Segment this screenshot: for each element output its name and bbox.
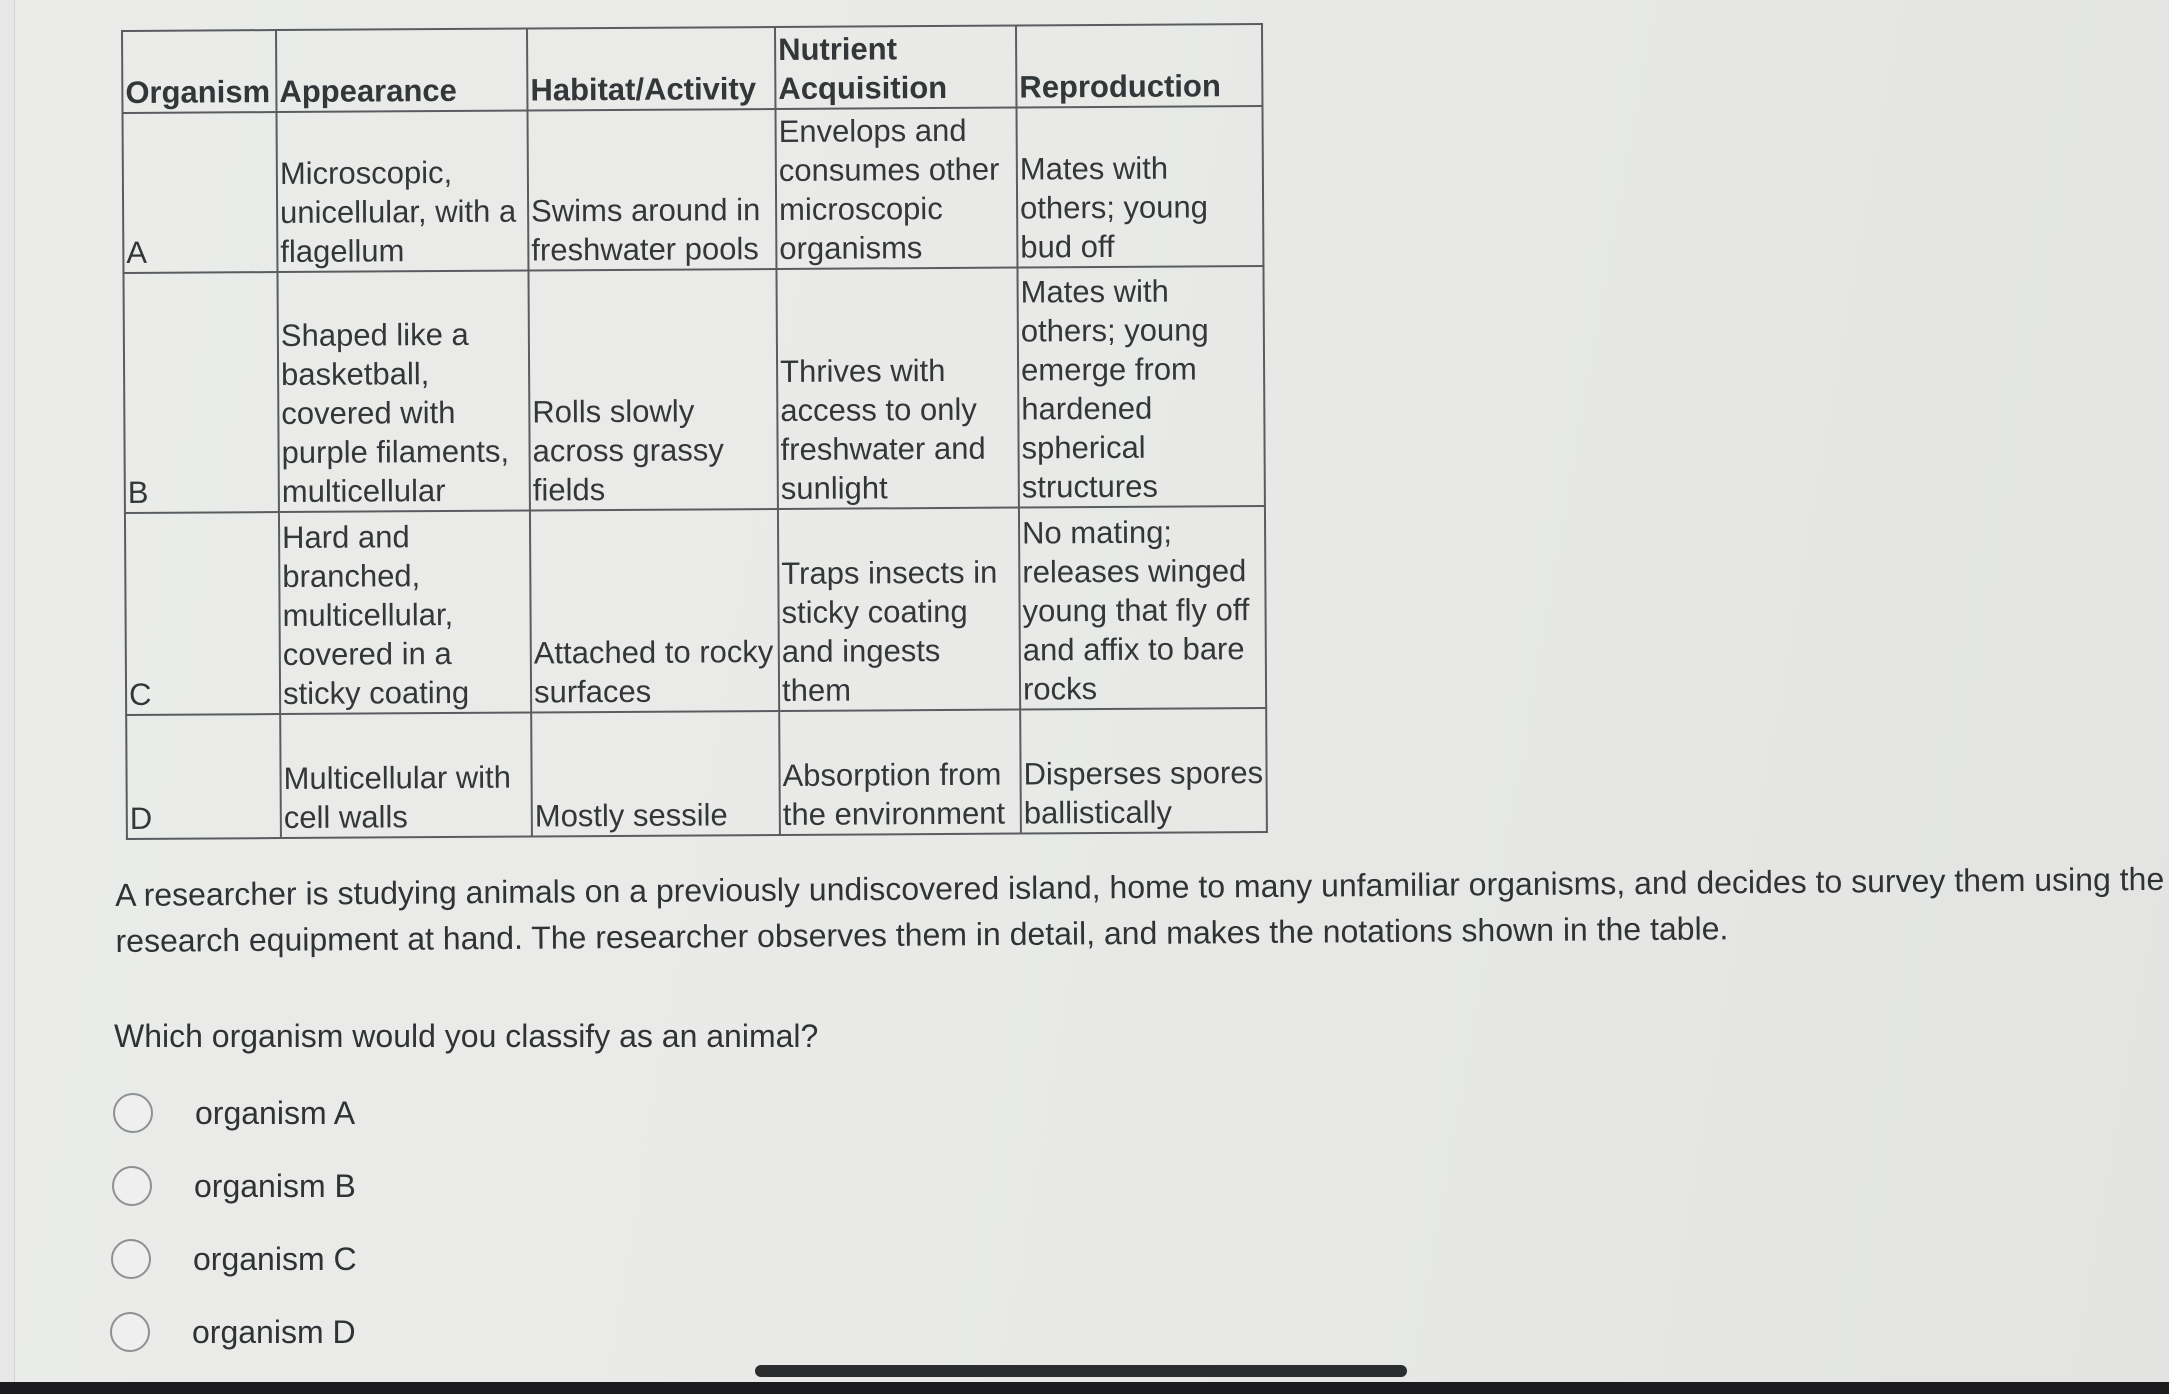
header-organism: Organism (122, 30, 276, 113)
habitat-cell: Rolls slowly across grassy fields (528, 269, 777, 511)
appearance-cell: Shaped like a basketball, covered with purple filaments, multicellular (277, 271, 529, 513)
organism-id-cell: D (126, 714, 281, 839)
radio-button[interactable] (113, 1093, 153, 1133)
organism-table-container (121, 23, 1268, 840)
option-label: organism A (195, 1094, 356, 1131)
answer-option-a[interactable] (113, 1088, 355, 1138)
appearance-cell: Microscopic, unicellular, with a flagellum (277, 111, 529, 273)
question-prompt: Which organism would you classify as an animal? (114, 1018, 819, 1054)
header-nutrient-acquisition: Nutrient Acquisition (775, 26, 1016, 109)
radio-button[interactable] (110, 1312, 150, 1352)
habitat-cell: Attached to rocky surfaces (530, 509, 779, 713)
header-habitat-activity: Habitat/Activity (527, 27, 775, 111)
question-intro-text: A researcher is studying animals on a previously undiscovered island, home to many unfamiliar organisms, and decides to survey them using the research equipment at hand. The researcher observes them in detail, and makes the notations shown in the table. (115, 860, 2165, 959)
reproduction-cell: Mates with others; young bud off (1016, 106, 1263, 267)
answer-option-b[interactable] (112, 1161, 356, 1211)
header-appearance: Appearance (276, 29, 527, 113)
appearance-cell: Hard and branched, multicellular, covered in a sticky coating (279, 511, 531, 715)
radio-button[interactable] (112, 1166, 152, 1206)
reproduction-cell: No mating; releases winged young that fly off and affix to bare rocks (1019, 506, 1266, 709)
home-indicator-bar[interactable] (755, 1365, 1407, 1377)
option-label: organism B (194, 1167, 356, 1204)
table-row (126, 708, 1267, 839)
habitat-cell: Swims around in freshwater pools (527, 109, 776, 271)
radio-button[interactable] (111, 1239, 151, 1279)
screen-bottom-edge (0, 1382, 2169, 1394)
question-page (14, 0, 2169, 1394)
organism-table (121, 23, 1268, 840)
organism-id-cell: A (123, 112, 278, 273)
answer-option-c[interactable] (111, 1234, 357, 1284)
table-row (123, 106, 1264, 273)
table-row (123, 266, 1264, 513)
appearance-cell: Multicellular with cell walls (280, 713, 532, 839)
reproduction-cell: Mates with others; young emerge from hardened spherical structures (1017, 266, 1264, 507)
nutrient-cell: Thrives with access to only freshwater and sunlight (776, 268, 1018, 509)
organism-id-cell: C (125, 512, 280, 715)
table-row (125, 506, 1266, 715)
nutrient-cell: Envelops and consumes other microscopic organisms (775, 108, 1017, 269)
nutrient-cell: Absorption from the environment (779, 710, 1021, 835)
option-label: organism D (192, 1313, 356, 1350)
option-label: organism C (193, 1240, 357, 1277)
organism-id-cell: B (123, 272, 278, 513)
header-reproduction: Reproduction (1016, 24, 1262, 108)
habitat-cell: Mostly sessile (531, 711, 780, 837)
table-header-row (122, 24, 1262, 113)
reproduction-cell: Disperses spores ballistically (1020, 708, 1267, 834)
nutrient-cell: Traps insects in sticky coating and ingests them (778, 508, 1020, 711)
answer-option-d[interactable] (110, 1307, 356, 1357)
